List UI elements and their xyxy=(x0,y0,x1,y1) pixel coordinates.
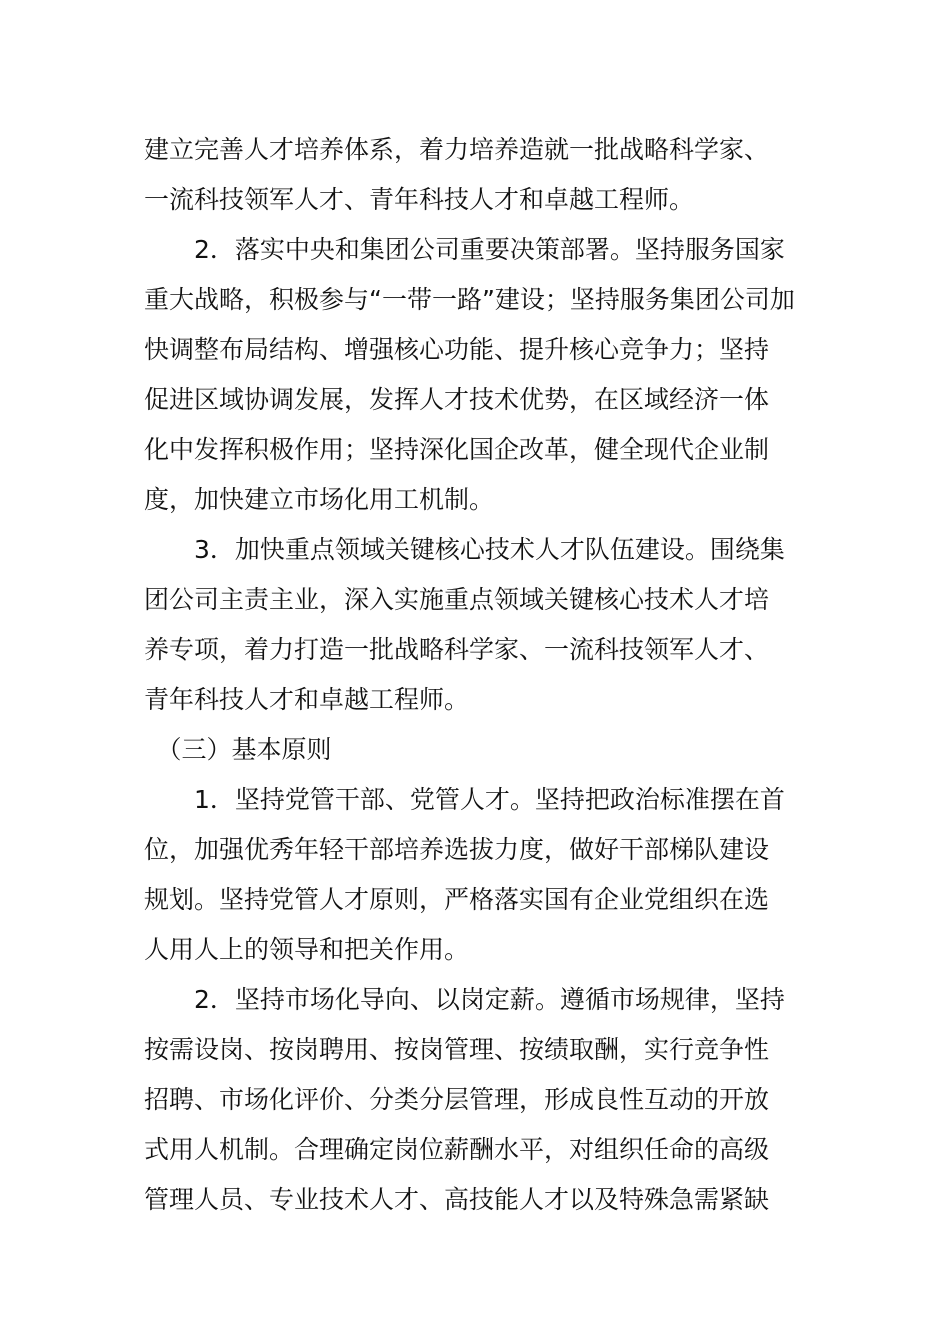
section-heading-basic-principles: （三）基本原则 xyxy=(144,735,332,764)
text-line: 重大战略，积极参与“一带一路”建设；坚持服务集团公司加 xyxy=(144,285,795,314)
text-line: 一流科技领军人才、青年科技人才和卓越工程师。 xyxy=(144,185,695,214)
text-line: 管理人员、专业技术人才、高技能人才以及特殊急需紧缺 xyxy=(144,1185,770,1214)
text-line: 建立完善人才培养体系，着力培养造就一批战略科学家、 xyxy=(144,135,770,164)
principle-2-start: 2．坚持市场化导向、以岗定薪。遵循市场规律，坚持 xyxy=(144,985,785,1014)
text-line: 青年科技人才和卓越工程师。 xyxy=(144,685,470,714)
principle-1-start: 1．坚持党管干部、党管人才。坚持把政治标准摆在首 xyxy=(144,785,785,814)
text-line: 按需设岗、按岗聘用、按岗管理、按绩取酬，实行竞争性 xyxy=(144,1035,770,1064)
text-line: 规划。坚持党管人才原则，严格落实国有企业党组织在选 xyxy=(144,885,770,914)
text-line: 招聘、市场化评价、分类分层管理，形成良性互动的开放 xyxy=(144,1085,770,1114)
text-line: 位，加强优秀年轻干部培养选拔力度，做好干部梯队建设 xyxy=(144,835,770,864)
text-line: 化中发挥积极作用；坚持深化国企改革，健全现代企业制 xyxy=(144,435,770,464)
text-line: 团公司主责主业，深入实施重点领域关键核心技术人才培 xyxy=(144,585,770,614)
text-line: 快调整布局结构、增强核心功能、提升核心竞争力；坚持 xyxy=(144,335,770,364)
text-line: 人用人上的领导和把关作用。 xyxy=(144,935,470,964)
text-line: 促进区域协调发展，发挥人才技术优势，在区域经济一体 xyxy=(144,385,770,414)
paragraph-2-start: 2．落实中央和集团公司重要决策部署。坚持服务国家 xyxy=(144,235,785,264)
paragraph-3-start: 3．加快重点领域关键核心技术人才队伍建设。围绕集 xyxy=(144,535,785,564)
text-line: 式用人机制。合理确定岗位薪酬水平，对组织任命的高级 xyxy=(144,1135,770,1164)
text-line: 养专项，着力打造一批战略科学家、一流科技领军人才、 xyxy=(144,635,770,664)
text-line: 度，加快建立市场化用工机制。 xyxy=(144,485,495,514)
